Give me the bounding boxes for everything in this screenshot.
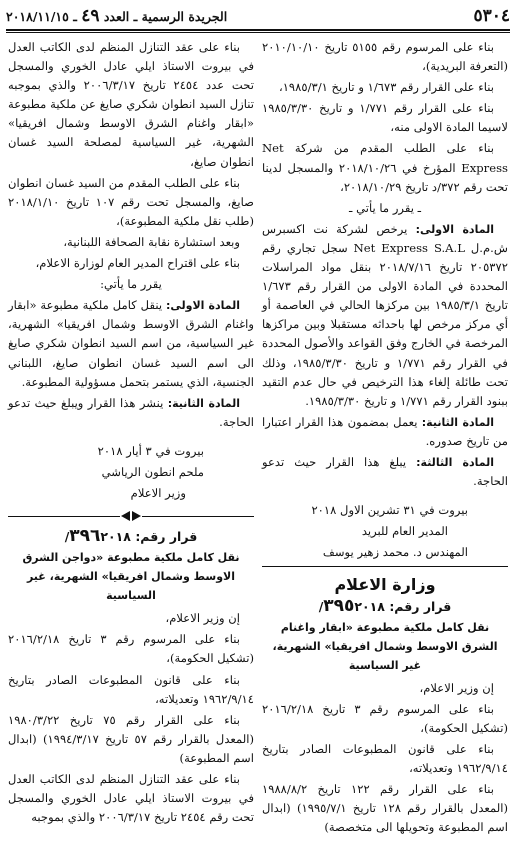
date-line: بيروت في ٣ أيار ٢٠١٨ bbox=[97, 443, 204, 458]
issue-number: ٤٩ bbox=[81, 6, 100, 26]
article-label: المادة الثالثة: bbox=[416, 455, 494, 469]
paragraph: بناء على القرار رقم ٧٥ تاريخ ١٩٨٠/٣/٢٢ (المعدل بالقرار رقم ٥٧ تاريخ ١٩٩٤/٣/١٧) (ابدال اسم المطبوعة) bbox=[8, 712, 254, 765]
article-text: ينشر هذا القرار ويبلغ حيث تدعو الحاجة. bbox=[8, 395, 254, 429]
article-text: يرخص لشركة نت اكسبرس ش.م.ل Net Express S.A.L سجل تجاري رقم ٢٠٥٣٧٢ تاريخ ٢٠١٨/٧/١٦ بنقل مواد المراسلات المحددة في المادة الاولى من القرار رقم ١/٦٧٣ تاريخ ١٩٨٥/٣/١ بين مركزها الحالي في العاصمة أو أي مركز مرخص لها باحداثه مستقبلا وبين مراكزها المرخصة في الخارج وفق القواعد والأصول المحددة في القرار رقم ١/٧٧١ و تاريخ ١٩٨٥/٣/٣٠، وذلك تحت طائلة إلغاء هذا الترخيص في حال عدم التقيد ببنود القرار رقم ١/٧٧١ و تاريخ ١٩٨٥/٣/٣٠. bbox=[262, 221, 509, 408]
decision-number: ٣٩٦ bbox=[69, 526, 101, 547]
article-1 bbox=[262, 220, 508, 411]
paragraph: بناء على القرار رقم ١/٦٧٣ و تاريخ ١٩٨٥/٣/١، bbox=[278, 80, 494, 95]
article-text: يعمل بمضمون هذا القرار اعتبارا من تاريخ صدوره. bbox=[262, 414, 508, 448]
signer-name: ملحم انطون الرياشي bbox=[101, 464, 204, 479]
paragraph: بناء على عقد التنازل المنظم لدى الكاتب العدل في بيروت الاستاذ ايلي عادل الخوري والمسجل تحت رقم ٢٤٥٤ تاريخ ٢٠٠٦/٣/١٧ والذي بموجبه bbox=[8, 772, 254, 825]
paragraph: بناء على اقتراح المدير العام لوزارة الاعلام، bbox=[35, 256, 240, 271]
signer-title: وزير الاعلام bbox=[130, 486, 186, 501]
right-column bbox=[262, 38, 508, 839]
paragraph: بناء على المرسوم رقم ٣ تاريخ ٢٠١٦/٢/١٨ (تشكيل الحكومة)، bbox=[8, 632, 254, 666]
article-label: المادة الثانية: bbox=[167, 396, 241, 410]
header-rule-thin bbox=[6, 32, 510, 33]
article-label: المادة الاولى: bbox=[415, 222, 494, 236]
decision-year: ٢٠١٨/ bbox=[318, 598, 385, 614]
signer-name: المهندس د. محمد زهير يوسف bbox=[322, 545, 468, 560]
article-2 bbox=[262, 413, 508, 451]
paragraph: بناء على عقد التنازل المنظم لدى الكاتب العدل في بيروت الاستاذ ايلي عادل الخوري والمسجل تحت عدد ٢٤٥٤ تاريخ ٢٠٠٦/٣/١٧ والذي بموجبه تنازل السيد انطوان شكري صايغ عن ملكية مطبوعة «ابقار واغنام الشرق الاوسط وشمال افريقيا» الشهرية، غير السياسية لمصلحة السيد غسان انطوان صايغ، bbox=[8, 40, 254, 169]
paragraph: بناء على الطلب المقدم من السيد غسان انطوان صايغ، والمسجل تحت رقم ١٠٧ تاريخ ٢٠١٨/١/١٠ (طلب نقل ملكية المطبوعة)، bbox=[8, 175, 254, 228]
paragraph: وبعد استشارة نقابة الصحافة اللبنانية، bbox=[63, 234, 240, 249]
section-divider bbox=[8, 511, 254, 521]
article-2 bbox=[8, 394, 254, 432]
signer-title: المدير العام للبريد bbox=[361, 524, 448, 539]
decision-label: قرار رقم: bbox=[389, 598, 452, 614]
issue-info bbox=[6, 6, 227, 26]
decision-title: نقل كامل ملكية مطبوعة «ابقار واغنام الشرق الاوسط وشمال افريقيا» الشهرية، غير السياسية bbox=[272, 620, 498, 672]
paragraph: بناء على القرار رقم ١/٧٧١ و تاريخ ١٩٨٥/٣/٣٠ لاسيما المادة الاولى منه، bbox=[262, 101, 508, 135]
issue-date: ـ ٢٠١٨/١١/١٥ bbox=[6, 9, 77, 24]
decision-header bbox=[262, 597, 508, 616]
decision-label: قرار رقم: bbox=[135, 529, 198, 545]
article-text: يبلغ هذا القرار حيث تدعو الحاجة. bbox=[262, 454, 508, 489]
paragraph: بناء على المرسوم رقم ٣ تاريخ ٢٠١٦/٢/١٨ (تشكيل الحكومة)، bbox=[262, 701, 508, 735]
minister-line: إن وزير الاعلام، bbox=[165, 611, 240, 626]
issue-text: الجريدة الرسمية ـ العدد bbox=[103, 9, 228, 24]
minister-line: إن وزير الاعلام، bbox=[419, 680, 494, 695]
decision-title: نقل كامل ملكية مطبوعة «دواجن الشرق الاوسط وشمال افريقيا» الشهرية، غير السياسية bbox=[22, 551, 240, 603]
ministry-section bbox=[262, 566, 508, 594]
article-3 bbox=[262, 453, 508, 491]
ministry-title: وزارة الاعلام bbox=[334, 575, 436, 595]
decision-number: ٣٩٥ bbox=[323, 595, 355, 616]
article-1 bbox=[8, 296, 254, 391]
decision-header bbox=[8, 527, 254, 546]
decision-year: ٢٠١٨/ bbox=[64, 529, 131, 545]
decides-line: يقرر ما يأتي: bbox=[100, 277, 162, 292]
paragraph: بناء على الطلب المقدم من شركة Net Express المؤرخ في ٢٠١٨/١٠/٢٦ والمسجل لدينا تحت رقم ٣٧٢/د تاريخ ٢٠١٨/١٠/٢٩، bbox=[262, 141, 508, 194]
page-header bbox=[6, 4, 510, 26]
paragraph: بناء على قانون المطبوعات الصادر بتاريخ ١٩٦٢/٩/١٤ وتعديلاته، bbox=[262, 741, 508, 775]
article-text: ينقل كامل ملكية مطبوعة «ابقار واغنام الشرق الاوسط وشمال افريقيا» الشهرية، غير السياسية، من اسم السيد انطوان شكري صايغ الى اسم السيد غسان انطوان صايغ، اللبناني الجنسية، الذي يستمر بتحمل مسؤولية المطبوعة. bbox=[8, 298, 254, 389]
article-label: المادة الثانية: bbox=[421, 415, 494, 429]
paragraph: بناء على قانون المطبوعات الصادر بتاريخ ١٩٦٢/٩/١٤ وتعديلاته، bbox=[8, 672, 254, 706]
paragraph: بناء على المرسوم رقم ٥١٥٥ تاريخ ٢٠١٠/١٠/١٠ (التعرفة البريدية)، bbox=[262, 40, 508, 74]
date-line: بيروت في ٣١ تشرين الاول ٢٠١٨ bbox=[311, 503, 468, 518]
left-column bbox=[8, 38, 254, 829]
header-rule bbox=[6, 29, 510, 31]
decides-line: ـ يقرر ما يأتي ـ bbox=[348, 200, 421, 215]
paragraph: بناء على القرار رقم ١٢٢ تاريخ ١٩٨٨/٨/٢ (المعدل بالقرار رقم ١٢٨ تاريخ ١٩٩٥/٧/١) (ابدال اسم المطبوعة وتحويلها الى متخصصة) bbox=[262, 782, 508, 835]
article-label: المادة الاولى: bbox=[165, 299, 240, 313]
page-number: ٥٣٠٤ bbox=[473, 6, 510, 26]
